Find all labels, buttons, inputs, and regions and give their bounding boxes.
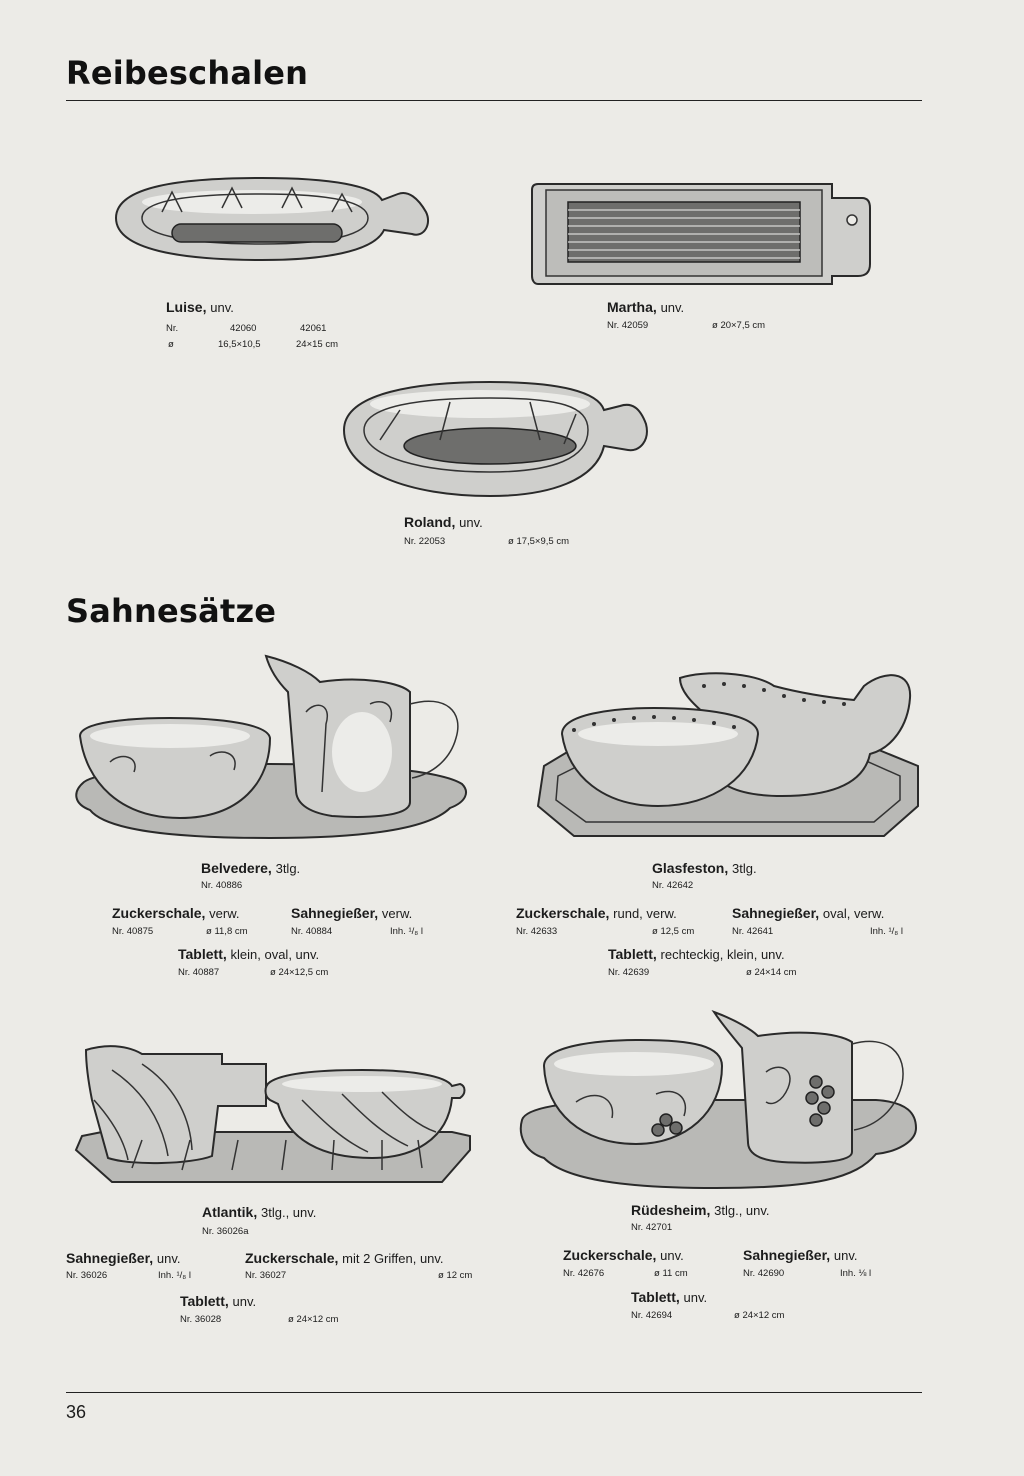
- atlantik-tablett-title: [180, 1293, 256, 1309]
- ruedesheim-title: [631, 1202, 770, 1218]
- atlantik-set-image: [72, 1040, 474, 1190]
- glasfeston-zucker-size: ø 12,5 cm: [652, 926, 695, 937]
- product-desc: unv.: [459, 515, 483, 530]
- luise-size-2: 24×15 cm: [296, 339, 338, 350]
- section-heading-sahnesaetze: Sahnesätze: [66, 592, 277, 630]
- product-name: Zuckerschale,: [112, 905, 206, 921]
- product-name: Tablett,: [178, 946, 227, 962]
- glasfeston-set-image: [534, 656, 920, 848]
- martha-size: ø 20×7,5 cm: [712, 320, 766, 331]
- glasfeston-sahne-nr: Nr. 42641: [732, 926, 774, 937]
- roland-grater-image: [340, 380, 650, 500]
- glasfeston-zucker-nr: Nr. 42633: [516, 926, 558, 937]
- martha-nr: Nr. 42059: [607, 320, 649, 331]
- glasfeston-sahne-title: [732, 905, 884, 921]
- belvedere-tablett-title: [178, 946, 319, 962]
- luise-size-1: 16,5×10,5: [218, 339, 261, 350]
- product-desc: mit 2 Griffen, unv.: [342, 1251, 444, 1266]
- belvedere-tablett-nr: Nr. 40887: [178, 967, 220, 978]
- roland-size: ø 17,5×9,5 cm: [508, 536, 569, 547]
- atlantik-tablett-nr: Nr. 36028: [180, 1314, 222, 1325]
- belvedere-nr: Nr. 40886: [201, 880, 243, 891]
- product-desc: verw.: [209, 906, 240, 921]
- ruedesheim-tablett-nr: Nr. 42694: [631, 1310, 673, 1321]
- ruedesheim-sahne-title: [743, 1247, 858, 1263]
- luise-caption: [166, 299, 234, 315]
- product-desc: 3tlg., unv.: [714, 1203, 770, 1218]
- martha-grater-image: [532, 180, 872, 290]
- glasfeston-title: [652, 860, 757, 876]
- martha-caption: [607, 299, 684, 315]
- product-desc: unv.: [210, 300, 234, 315]
- luise-nr-2: 42061: [300, 323, 327, 334]
- product-name: Sahnegießer,: [291, 905, 379, 921]
- product-desc: unv.: [683, 1290, 708, 1305]
- product-desc: rund, verw.: [613, 906, 677, 921]
- glasfeston-sahne-size: Inh. ¹/₈ l: [870, 926, 903, 937]
- product-name: Roland,: [404, 514, 456, 530]
- belvedere-zucker-nr: Nr. 40875: [112, 926, 154, 937]
- atlantik-zucker-nr: Nr. 36027: [245, 1270, 287, 1281]
- glasfeston-zucker-title: [516, 905, 677, 921]
- ruedesheim-zucker-size: ø 11 cm: [654, 1268, 688, 1279]
- roland-caption: [404, 514, 483, 530]
- belvedere-title: [201, 860, 300, 876]
- atlantik-sahne-nr: Nr. 36026: [66, 1270, 108, 1281]
- atlantik-sahne-title: [66, 1250, 181, 1266]
- product-name: Luise,: [166, 299, 207, 315]
- product-name: Zuckerschale,: [245, 1250, 339, 1266]
- product-name: Sahnegießer,: [66, 1250, 154, 1266]
- product-desc: unv.: [156, 1251, 181, 1266]
- product-desc: unv.: [232, 1294, 257, 1309]
- belvedere-sahne-nr: Nr. 40884: [291, 926, 333, 937]
- product-name: Zuckerschale,: [563, 1247, 657, 1263]
- page-number: 36: [66, 1402, 87, 1422]
- luise-grater-image: [112, 172, 434, 264]
- atlantik-tablett-size: ø 24×12 cm: [288, 1314, 339, 1325]
- luise-nr-1: 42060: [230, 323, 257, 334]
- product-name: Zuckerschale,: [516, 905, 610, 921]
- heading-rule: [66, 100, 922, 101]
- belvedere-sahne-size: Inh. ¹/₈ l: [390, 926, 423, 937]
- product-desc: unv.: [660, 300, 685, 315]
- product-name: Sahnegießer,: [732, 905, 820, 921]
- ruedesheim-tablett-size: ø 24×12 cm: [734, 1310, 785, 1321]
- glasfeston-tablett-size: ø 24×14 cm: [746, 967, 797, 978]
- glasfeston-tablett-nr: Nr. 42639: [608, 967, 650, 978]
- footer-rule: [66, 1392, 922, 1393]
- belvedere-sahne-title: [291, 905, 412, 921]
- product-name: Martha,: [607, 299, 657, 315]
- belvedere-zucker-size: ø 11,8 cm: [206, 926, 248, 937]
- luise-dia-symbol: ø: [168, 339, 174, 350]
- glasfeston-tablett-title: [608, 946, 785, 962]
- ruedesheim-nr: Nr. 42701: [631, 1222, 673, 1233]
- glasfeston-nr: Nr. 42642: [652, 880, 694, 891]
- ruedesheim-sahne-nr: Nr. 42690: [743, 1268, 785, 1279]
- product-name: Belvedere,: [201, 860, 272, 876]
- atlantik-sahne-size: Inh. ¹/₈ l: [158, 1270, 191, 1281]
- ruedesheim-set-image: [516, 1002, 920, 1190]
- atlantik-zucker-title: [245, 1250, 444, 1266]
- product-name: Tablett,: [608, 946, 657, 962]
- product-name: Sahnegießer,: [743, 1247, 831, 1263]
- product-desc: oval, verw.: [822, 906, 885, 921]
- product-desc: klein, oval, unv.: [230, 947, 320, 962]
- product-desc: 3tlg.: [275, 861, 301, 876]
- product-desc: 3tlg.: [732, 861, 757, 876]
- ruedesheim-sahne-size: Inh. ⅛ l: [840, 1268, 872, 1279]
- product-desc: unv.: [833, 1248, 858, 1263]
- roland-nr: Nr. 22053: [404, 536, 446, 547]
- product-name: Tablett,: [180, 1293, 229, 1309]
- ruedesheim-tablett-title: [631, 1289, 707, 1305]
- luise-nr-label: Nr.: [166, 323, 179, 334]
- product-name: Atlantik,: [202, 1204, 258, 1220]
- product-desc: verw.: [381, 906, 413, 921]
- ruedesheim-zucker-title: [563, 1247, 684, 1263]
- product-desc: unv.: [660, 1248, 684, 1263]
- product-name: Tablett,: [631, 1289, 680, 1305]
- belvedere-tablett-size: ø 24×12,5 cm: [270, 967, 329, 978]
- atlantik-zucker-size: ø 12 cm: [438, 1270, 473, 1281]
- atlantik-nr: Nr. 36026a: [202, 1226, 249, 1237]
- belvedere-zucker-title: [112, 905, 240, 921]
- product-name: Glasfeston,: [652, 860, 729, 876]
- ruedesheim-zucker-nr: Nr. 42676: [563, 1268, 605, 1279]
- belvedere-set-image: [70, 652, 474, 844]
- section-heading-reibeschalen: Reibeschalen: [66, 54, 309, 92]
- atlantik-title: [202, 1204, 316, 1220]
- product-desc: 3tlg., unv.: [261, 1205, 317, 1220]
- product-desc: rechteckig, klein, unv.: [660, 947, 785, 962]
- product-name: Rüdesheim,: [631, 1202, 711, 1218]
